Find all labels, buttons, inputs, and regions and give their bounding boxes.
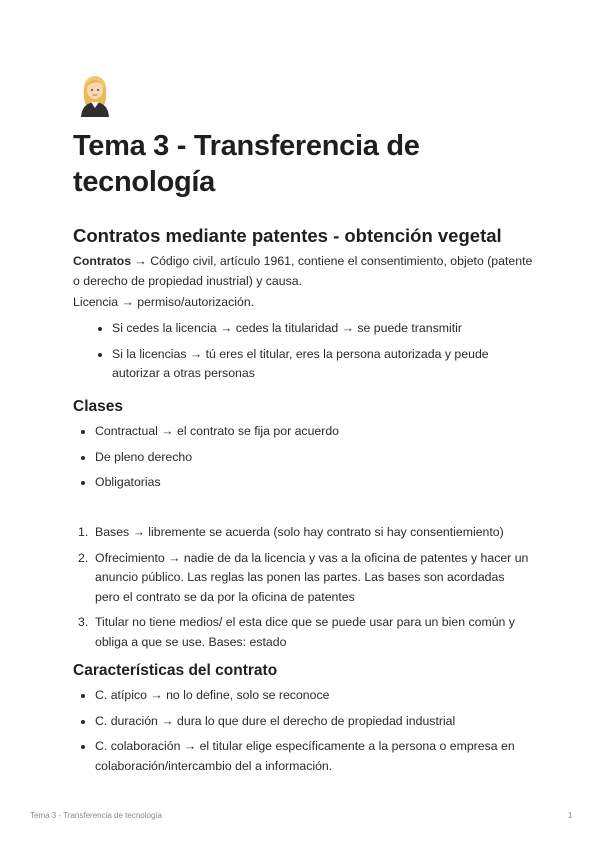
item-text: Ofrecimiento → nadie de da la licencia y vas a la oficina de patentes y hacer un anuncio público. Las reglas las ponen las partes. Las bases son acordadas pero el contrato se da por la oficina de patentes	[95, 550, 529, 604]
item-text: Titular no tiene medios/ el esta dice que se puede usar para un bien común y obliga a que se use. Bases: estado	[95, 615, 515, 649]
list-item: Contractual → el contrato se fija por acuerdo	[95, 422, 535, 442]
list-item: Si la licencias → tú eres el titular, eres la persona autorizada y peude autorizar a otras personas	[112, 345, 532, 384]
list-item: De pleno derecho	[95, 448, 535, 468]
list-item: C. colaboración → el titular elige específicamente a la persona o empresa en colaboración/intercambio del a información.	[95, 737, 530, 776]
caracteristicas-list	[95, 686, 530, 776]
numbered-list	[78, 523, 530, 652]
caracteristicas-heading: Características del contrato	[73, 662, 278, 679]
intro-paragraph	[73, 252, 533, 291]
item-text: Bases → libremente se acuerda (solo hay contrato si hay consentiemiento)	[95, 525, 504, 539]
item-number: 3.	[78, 615, 89, 629]
footer-title: Tema 3 - Transferencia de tecnología	[30, 811, 163, 820]
licencia-paragraph: Licencia → permiso/autorización.	[73, 295, 255, 309]
numbered-item	[78, 549, 530, 608]
list-item: C. duración → dura lo que dure el derecho de propiedad industrial	[95, 712, 530, 732]
list-item: Obligatorias	[95, 473, 535, 493]
list-item: Si cedes la licencia → cedes la titularidad → se puede transmitir	[112, 319, 532, 339]
clases-heading: Clases	[73, 398, 123, 415]
section-heading: Contratos mediante patentes - obtención vegetal	[73, 225, 502, 246]
intro-bold-term: Contratos	[73, 254, 132, 268]
page-title: Tema 3 - Transferencia de tecnología	[73, 130, 420, 198]
numbered-item	[78, 613, 530, 652]
item-number: 2.	[78, 550, 89, 565]
footer-page-number: 1	[568, 811, 573, 820]
list-item: C. atípico → no lo define, solo se reconoce	[95, 686, 530, 706]
clases-list	[95, 422, 535, 493]
licencia-list	[112, 319, 532, 384]
woman-judge-emoji-icon	[75, 73, 115, 117]
item-number: 1.	[78, 525, 89, 539]
intro-text: → Código civil, artículo 1961, contiene el consentimiento, objeto (patente o derecho de propiedad inustrial) y causa.	[73, 254, 533, 288]
numbered-item	[78, 523, 530, 543]
